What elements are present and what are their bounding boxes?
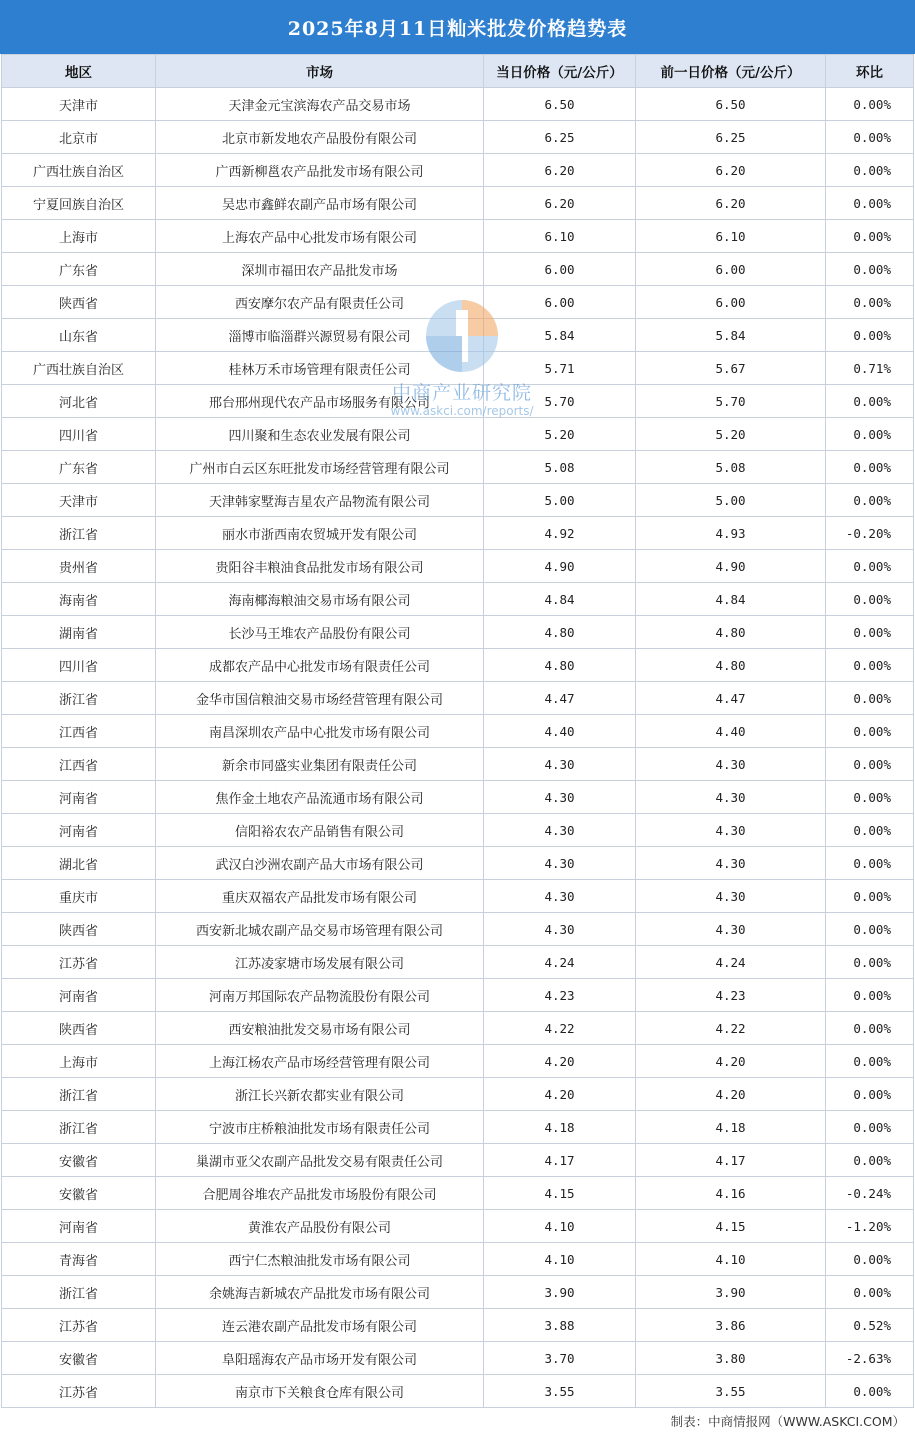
cell-today-price: 5.84 — [484, 319, 636, 352]
cell-change: 0.00% — [826, 154, 914, 187]
cell-today-price: 4.84 — [484, 583, 636, 616]
watermark-text: 中商产业研究院 — [391, 382, 532, 404]
cell-today-price: 4.80 — [484, 649, 636, 682]
cell-market: 南昌深圳农产品中心批发市场有限公司 — [156, 715, 484, 748]
cell-market: 淄博市临淄群兴源贸易有限公司 — [156, 319, 484, 352]
table-row — [2, 1243, 914, 1276]
table-row — [2, 748, 914, 781]
cell-today-price: 6.20 — [484, 154, 636, 187]
table-row — [2, 1111, 914, 1144]
table-row — [2, 814, 914, 847]
table-row — [2, 88, 914, 121]
table-row — [2, 484, 914, 517]
footer-source: 制表：中商情报网（WWW.ASKCI.COM） — [670, 1414, 905, 1429]
cell-prev-price: 6.20 — [636, 154, 826, 187]
cell-region: 江苏省 — [2, 946, 156, 979]
table-row — [2, 1210, 914, 1243]
cell-market: 广州市白云区东旺批发市场经营管理有限公司 — [156, 451, 484, 484]
cell-prev-price: 4.24 — [636, 946, 826, 979]
cell-change: 0.00% — [826, 88, 914, 121]
cell-today-price: 4.22 — [484, 1012, 636, 1045]
table-row — [2, 1342, 914, 1375]
cell-today-price: 3.70 — [484, 1342, 636, 1375]
cell-prev-price: 4.84 — [636, 583, 826, 616]
table-row — [2, 319, 914, 352]
cell-today-price: 3.88 — [484, 1309, 636, 1342]
table-row — [2, 220, 914, 253]
cell-today-price: 5.00 — [484, 484, 636, 517]
cell-prev-price: 5.70 — [636, 385, 826, 418]
cell-change: 0.00% — [826, 583, 914, 616]
cell-prev-price: 4.30 — [636, 913, 826, 946]
table-row — [2, 253, 914, 286]
cell-today-price: 4.30 — [484, 781, 636, 814]
cell-region: 浙江省 — [2, 517, 156, 550]
cell-prev-price: 4.30 — [636, 847, 826, 880]
cell-change: 0.00% — [826, 550, 914, 583]
cell-today-price: 4.30 — [484, 913, 636, 946]
table-row — [2, 682, 914, 715]
table-row — [2, 352, 914, 385]
cell-change: 0.00% — [826, 187, 914, 220]
cell-market: 天津金元宝滨海农产品交易市场 — [156, 88, 484, 121]
table-row — [2, 880, 914, 913]
cell-region: 浙江省 — [2, 1111, 156, 1144]
cell-prev-price: 4.23 — [636, 979, 826, 1012]
cell-today-price: 4.80 — [484, 616, 636, 649]
cell-region: 浙江省 — [2, 1078, 156, 1111]
cell-today-price: 4.30 — [484, 748, 636, 781]
cell-change: 0.00% — [826, 979, 914, 1012]
table-title: 2025年8月11日籼米批发价格趋势表 — [0, 0, 915, 54]
cell-change: 0.00% — [826, 418, 914, 451]
table-row — [2, 913, 914, 946]
cell-market: 成都农产品中心批发市场有限责任公司 — [156, 649, 484, 682]
cell-market: 连云港农副产品批发市场有限公司 — [156, 1309, 484, 1342]
cell-prev-price: 4.22 — [636, 1012, 826, 1045]
cell-prev-price: 4.18 — [636, 1111, 826, 1144]
cell-market: 北京市新发地农产品股份有限公司 — [156, 121, 484, 154]
cell-change: 0.71% — [826, 352, 914, 385]
cell-change: 0.00% — [826, 781, 914, 814]
cell-region: 广东省 — [2, 451, 156, 484]
cell-today-price: 6.00 — [484, 253, 636, 286]
cell-change: 0.00% — [826, 715, 914, 748]
cell-prev-price: 4.93 — [636, 517, 826, 550]
cell-market: 天津韩家墅海吉星农产品物流有限公司 — [156, 484, 484, 517]
table-row — [2, 550, 914, 583]
cell-prev-price: 3.86 — [636, 1309, 826, 1342]
cell-region: 浙江省 — [2, 682, 156, 715]
table-row — [2, 121, 914, 154]
cell-region: 安徽省 — [2, 1342, 156, 1375]
cell-region: 山东省 — [2, 319, 156, 352]
table-row — [2, 616, 914, 649]
cell-market: 桂林万禾市场管理有限责任公司 — [156, 352, 484, 385]
table-row — [2, 187, 914, 220]
cell-change: 0.00% — [826, 121, 914, 154]
cell-market: 上海江杨农产品市场经营管理有限公司 — [156, 1045, 484, 1078]
cell-region: 河南省 — [2, 814, 156, 847]
cell-today-price: 6.50 — [484, 88, 636, 121]
cell-region: 上海市 — [2, 1045, 156, 1078]
cell-prev-price: 4.17 — [636, 1144, 826, 1177]
cell-region: 河北省 — [2, 385, 156, 418]
cell-change: 0.00% — [826, 682, 914, 715]
cell-market: 宁波市庄桥粮油批发市场有限责任公司 — [156, 1111, 484, 1144]
table-row — [2, 1144, 914, 1177]
cell-region: 湖南省 — [2, 616, 156, 649]
cell-prev-price: 5.08 — [636, 451, 826, 484]
cell-change: -2.63% — [826, 1342, 914, 1375]
cell-change: 0.00% — [826, 913, 914, 946]
cell-region: 天津市 — [2, 88, 156, 121]
cell-region: 四川省 — [2, 418, 156, 451]
cell-region: 重庆市 — [2, 880, 156, 913]
table-row — [2, 946, 914, 979]
cell-change: 0.00% — [826, 220, 914, 253]
cell-prev-price: 6.10 — [636, 220, 826, 253]
cell-change: 0.00% — [826, 1375, 914, 1408]
cell-today-price: 4.15 — [484, 1177, 636, 1210]
cell-today-price: 4.92 — [484, 517, 636, 550]
cell-change: 0.52% — [826, 1309, 914, 1342]
cell-change: 0.00% — [826, 1012, 914, 1045]
table-row — [2, 418, 914, 451]
table-row — [2, 1177, 914, 1210]
table-row — [2, 385, 914, 418]
cell-market: 贵阳谷丰粮油食品批发市场有限公司 — [156, 550, 484, 583]
cell-region: 江西省 — [2, 748, 156, 781]
table-row — [2, 517, 914, 550]
cell-region: 陕西省 — [2, 913, 156, 946]
cell-market: 巢湖市亚父农副产品批发交易有限责任公司 — [156, 1144, 484, 1177]
cell-prev-price: 4.80 — [636, 616, 826, 649]
cell-region: 上海市 — [2, 220, 156, 253]
cell-prev-price: 4.30 — [636, 781, 826, 814]
cell-region: 河南省 — [2, 1210, 156, 1243]
table-row — [2, 847, 914, 880]
cell-today-price: 4.20 — [484, 1045, 636, 1078]
cell-prev-price: 4.47 — [636, 682, 826, 715]
cell-prev-price: 6.50 — [636, 88, 826, 121]
cell-change: 0.00% — [826, 748, 914, 781]
cell-region: 宁夏回族自治区 — [2, 187, 156, 220]
cell-market: 重庆双福农产品批发市场有限公司 — [156, 880, 484, 913]
cell-today-price: 4.18 — [484, 1111, 636, 1144]
cell-today-price: 4.47 — [484, 682, 636, 715]
cell-prev-price: 4.16 — [636, 1177, 826, 1210]
table-row — [2, 1045, 914, 1078]
cell-market: 江苏凌家塘市场发展有限公司 — [156, 946, 484, 979]
cell-today-price: 4.40 — [484, 715, 636, 748]
table-row — [2, 1375, 914, 1408]
cell-change: 0.00% — [826, 946, 914, 979]
cell-change: 0.00% — [826, 286, 914, 319]
cell-market: 西宁仁杰粮油批发市场有限公司 — [156, 1243, 484, 1276]
header-region: 地区 — [2, 55, 156, 88]
cell-prev-price: 4.40 — [636, 715, 826, 748]
cell-region: 贵州省 — [2, 550, 156, 583]
cell-change: 0.00% — [826, 385, 914, 418]
table-row — [2, 1012, 914, 1045]
cell-change: 0.00% — [826, 880, 914, 913]
cell-change: 0.00% — [826, 451, 914, 484]
cell-region: 海南省 — [2, 583, 156, 616]
cell-change: 0.00% — [826, 1111, 914, 1144]
cell-market: 深圳市福田农产品批发市场 — [156, 253, 484, 286]
cell-market: 四川聚和生态农业发展有限公司 — [156, 418, 484, 451]
cell-region: 陕西省 — [2, 1012, 156, 1045]
cell-today-price: 4.30 — [484, 814, 636, 847]
header-prev-price: 前一日价格（元/公斤） — [636, 55, 826, 88]
cell-today-price: 6.00 — [484, 286, 636, 319]
cell-market: 西安摩尔农产品有限责任公司 — [156, 286, 484, 319]
cell-change: 0.00% — [826, 616, 914, 649]
cell-change: -1.20% — [826, 1210, 914, 1243]
cell-today-price: 3.90 — [484, 1276, 636, 1309]
cell-region: 天津市 — [2, 484, 156, 517]
cell-market: 合肥周谷堆农产品批发市场股份有限公司 — [156, 1177, 484, 1210]
cell-today-price: 6.25 — [484, 121, 636, 154]
cell-region: 江西省 — [2, 715, 156, 748]
cell-market: 信阳裕农农产品销售有限公司 — [156, 814, 484, 847]
cell-market: 新余市同盛实业集团有限责任公司 — [156, 748, 484, 781]
cell-region: 青海省 — [2, 1243, 156, 1276]
cell-market: 南京市下关粮食仓库有限公司 — [156, 1375, 484, 1408]
cell-change: 0.00% — [826, 484, 914, 517]
cell-region: 湖北省 — [2, 847, 156, 880]
cell-region: 安徽省 — [2, 1177, 156, 1210]
cell-today-price: 4.30 — [484, 880, 636, 913]
cell-today-price: 5.71 — [484, 352, 636, 385]
table-row — [2, 781, 914, 814]
cell-market: 焦作金土地农产品流通市场有限公司 — [156, 781, 484, 814]
cell-prev-price: 5.84 — [636, 319, 826, 352]
cell-prev-price: 4.80 — [636, 649, 826, 682]
cell-market: 金华市国信粮油交易市场经营管理有限公司 — [156, 682, 484, 715]
cell-change: 0.00% — [826, 253, 914, 286]
cell-region: 四川省 — [2, 649, 156, 682]
cell-prev-price: 6.00 — [636, 286, 826, 319]
cell-market: 吴忠市鑫鲜农副产品市场有限公司 — [156, 187, 484, 220]
cell-today-price: 4.24 — [484, 946, 636, 979]
cell-market: 黄淮农产品股份有限公司 — [156, 1210, 484, 1243]
cell-today-price: 4.10 — [484, 1243, 636, 1276]
cell-market: 浙江长兴新农都实业有限公司 — [156, 1078, 484, 1111]
cell-prev-price: 6.20 — [636, 187, 826, 220]
header-row — [2, 55, 914, 88]
cell-today-price: 6.10 — [484, 220, 636, 253]
cell-prev-price: 4.10 — [636, 1243, 826, 1276]
cell-today-price: 4.17 — [484, 1144, 636, 1177]
cell-today-price: 5.08 — [484, 451, 636, 484]
cell-region: 广东省 — [2, 253, 156, 286]
cell-prev-price: 4.30 — [636, 814, 826, 847]
table-row — [2, 1276, 914, 1309]
cell-region: 陕西省 — [2, 286, 156, 319]
table-row — [2, 1078, 914, 1111]
cell-region: 广西壮族自治区 — [2, 154, 156, 187]
cell-region: 河南省 — [2, 979, 156, 1012]
cell-change: 0.00% — [826, 649, 914, 682]
cell-change: 0.00% — [826, 1045, 914, 1078]
cell-change: 0.00% — [826, 847, 914, 880]
cell-prev-price: 4.30 — [636, 748, 826, 781]
cell-today-price: 4.20 — [484, 1078, 636, 1111]
cell-prev-price: 5.00 — [636, 484, 826, 517]
cell-region: 安徽省 — [2, 1144, 156, 1177]
price-table — [1, 54, 914, 1408]
cell-market: 余姚海吉新城农产品批发市场有限公司 — [156, 1276, 484, 1309]
cell-region: 河南省 — [2, 781, 156, 814]
cell-prev-price: 5.67 — [636, 352, 826, 385]
table-body — [2, 88, 914, 1408]
table-row — [2, 715, 914, 748]
cell-market: 丽水市浙西南农贸城开发有限公司 — [156, 517, 484, 550]
cell-prev-price: 4.90 — [636, 550, 826, 583]
cell-prev-price: 3.90 — [636, 1276, 826, 1309]
cell-region: 浙江省 — [2, 1276, 156, 1309]
cell-change: -0.24% — [826, 1177, 914, 1210]
cell-prev-price: 4.20 — [636, 1045, 826, 1078]
cell-prev-price: 6.00 — [636, 253, 826, 286]
cell-change: -0.20% — [826, 517, 914, 550]
table-row — [2, 979, 914, 1012]
cell-region: 广西壮族自治区 — [2, 352, 156, 385]
header-change: 环比 — [826, 55, 914, 88]
cell-market: 阜阳瑶海农产品市场开发有限公司 — [156, 1342, 484, 1375]
cell-today-price: 3.55 — [484, 1375, 636, 1408]
cell-today-price: 4.30 — [484, 847, 636, 880]
cell-change: 0.00% — [826, 1144, 914, 1177]
header-today-price: 当日价格（元/公斤） — [484, 55, 636, 88]
cell-region: 江苏省 — [2, 1309, 156, 1342]
cell-prev-price: 5.20 — [636, 418, 826, 451]
table-row — [2, 1309, 914, 1342]
cell-today-price: 5.20 — [484, 418, 636, 451]
cell-market: 西安粮油批发交易市场有限公司 — [156, 1012, 484, 1045]
cell-market: 上海农产品中心批发市场有限公司 — [156, 220, 484, 253]
cell-prev-price: 6.25 — [636, 121, 826, 154]
cell-today-price: 5.70 — [484, 385, 636, 418]
table-row — [2, 583, 914, 616]
cell-change: 0.00% — [826, 1078, 914, 1111]
cell-market: 河南万邦国际农产品物流股份有限公司 — [156, 979, 484, 1012]
cell-prev-price: 4.15 — [636, 1210, 826, 1243]
cell-market: 长沙马王堆农产品股份有限公司 — [156, 616, 484, 649]
cell-market: 武汉白沙洲农副产品大市场有限公司 — [156, 847, 484, 880]
watermark-url: www.askci.com/reports/ — [390, 404, 534, 418]
table-row — [2, 286, 914, 319]
cell-today-price: 4.90 — [484, 550, 636, 583]
cell-region: 北京市 — [2, 121, 156, 154]
cell-market: 西安新北城农副产品交易市场管理有限公司 — [156, 913, 484, 946]
cell-prev-price: 4.20 — [636, 1078, 826, 1111]
table-row — [2, 451, 914, 484]
table-row — [2, 154, 914, 187]
cell-market: 海南椰海粮油交易市场有限公司 — [156, 583, 484, 616]
cell-prev-price: 4.30 — [636, 880, 826, 913]
cell-today-price: 4.23 — [484, 979, 636, 1012]
cell-prev-price: 3.80 — [636, 1342, 826, 1375]
cell-market: 邢台邢州现代农产品市场服务有限公司 — [156, 385, 484, 418]
cell-market: 广西新柳邕农产品批发市场有限公司 — [156, 154, 484, 187]
table-row — [2, 649, 914, 682]
cell-change: 0.00% — [826, 814, 914, 847]
cell-change: 0.00% — [826, 319, 914, 352]
cell-prev-price: 3.55 — [636, 1375, 826, 1408]
cell-change: 0.00% — [826, 1243, 914, 1276]
header-market: 市场 — [156, 55, 484, 88]
cell-today-price: 4.10 — [484, 1210, 636, 1243]
cell-region: 江苏省 — [2, 1375, 156, 1408]
cell-today-price: 6.20 — [484, 187, 636, 220]
cell-change: 0.00% — [826, 1276, 914, 1309]
